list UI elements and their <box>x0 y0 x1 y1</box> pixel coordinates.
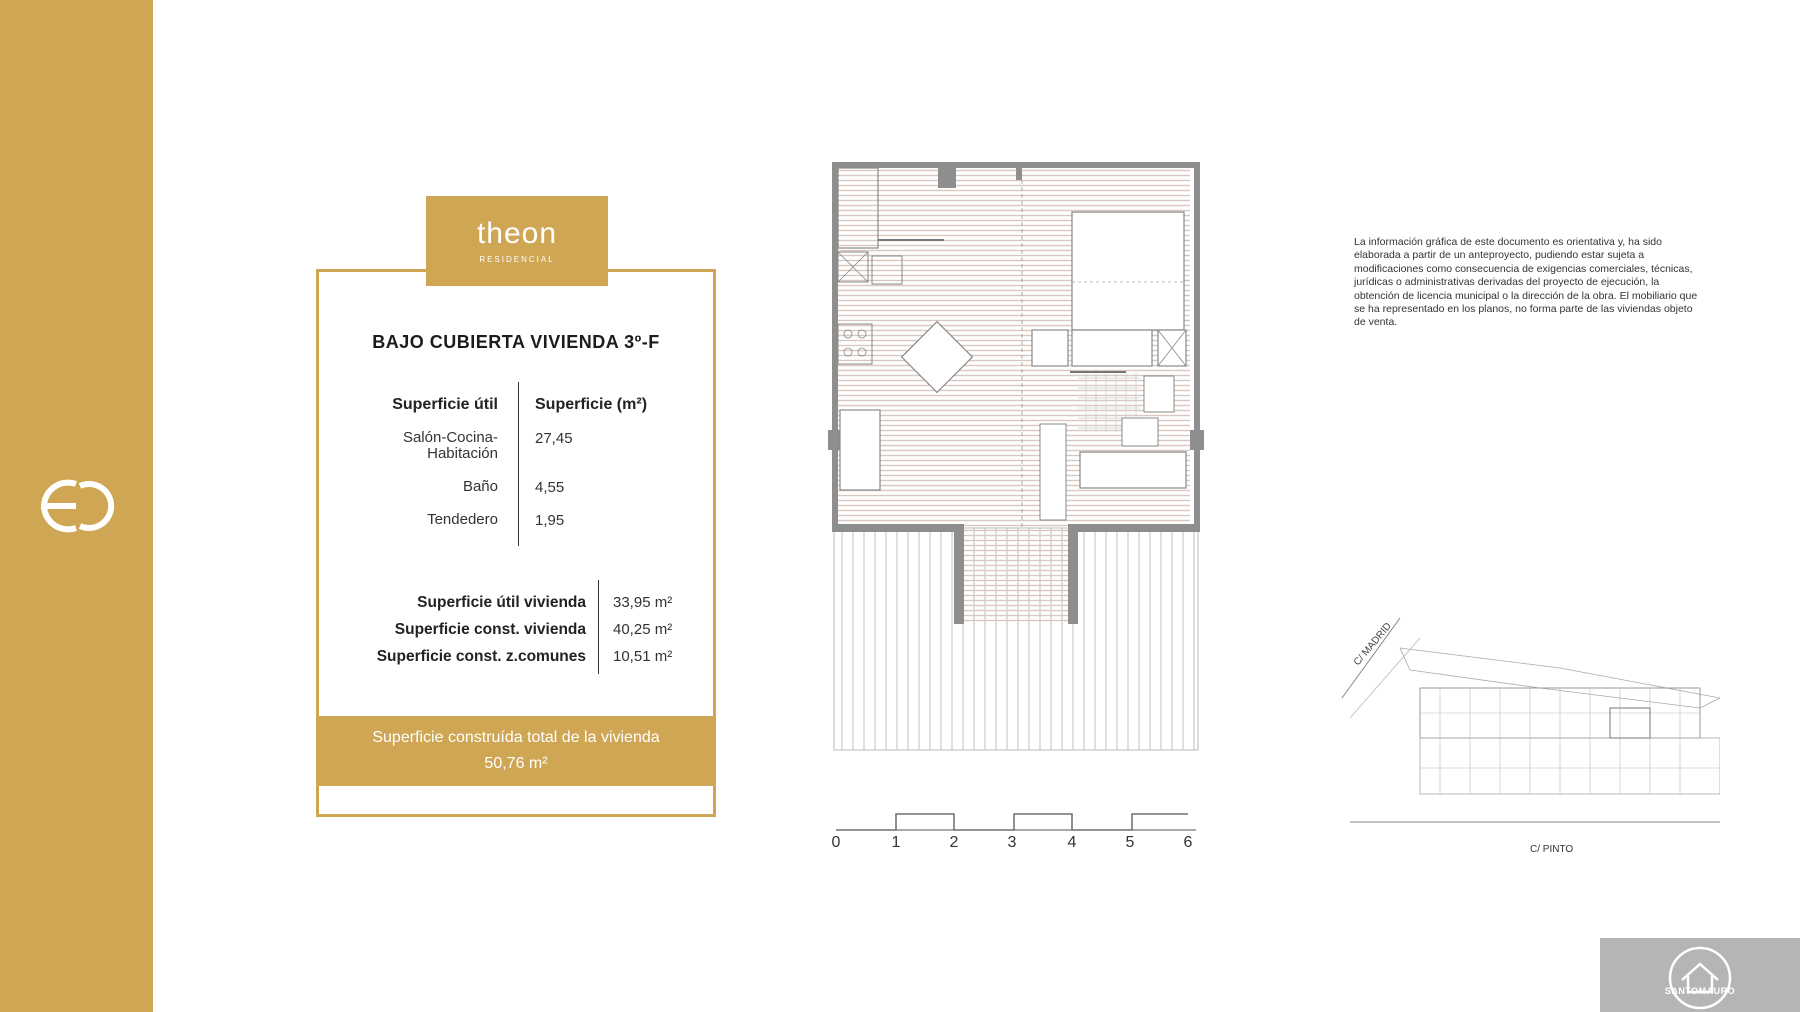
corridor-floor <box>964 522 1068 622</box>
room-label-salon <box>338 430 498 462</box>
summary-label: Superficie útil vivienda <box>417 594 586 611</box>
bed <box>1072 212 1184 330</box>
disclaimer-text: La información gráfica de este documento es orientativa y, ha sido elaborada a partir de un anteproyecto, pudiendo estar sujeta a modificaciones como consecuencia de exigencias comerciales, técnicas, jurídicas o administrativas derivadas del proyecto de ejecución, la obtención de licencia municipal o la dirección de la obra. El mobiliario que se ha representado en los planos, no forma parte de las viviendas objeto de venta. <box>1354 236 1698 329</box>
street-madrid-label: C/ MADRID <box>1351 620 1394 668</box>
floor-plan <box>826 158 1206 758</box>
brand-subtitle: RESIDENCIAL <box>479 254 555 264</box>
table-divider <box>518 382 519 546</box>
total-value: 50,76 m² <box>484 755 548 772</box>
scale-tick: 1 <box>891 834 901 851</box>
room-value-salon: 27,45 <box>535 430 573 447</box>
table-divider <box>598 580 599 674</box>
scale-tick: 5 <box>1125 834 1135 851</box>
scale-tick: 4 <box>1067 834 1077 851</box>
summary-value: 33,95 m² <box>613 594 673 611</box>
scale-tick: 6 <box>1183 834 1193 851</box>
scale-bar-graphic <box>826 806 1206 832</box>
bathtub <box>1080 452 1186 488</box>
house-badge-icon <box>1660 940 1740 1010</box>
header-useful-surface: Superficie útil <box>392 396 498 413</box>
santomauro-stamp <box>1600 938 1800 1012</box>
scale-tick: 0 <box>831 834 841 851</box>
header-surface-m2: Superficie (m²) <box>535 396 648 413</box>
summary-label: Superficie const. vivienda <box>394 621 586 638</box>
room-label-tendedero: Tendedero <box>427 511 498 528</box>
scale-tick: 2 <box>949 834 959 851</box>
room-label-line: Salón-Cocina- <box>402 429 498 446</box>
street-pinto-label: C/ PINTO <box>1530 844 1574 855</box>
summary-label: Superficie const. z.comunes <box>376 648 586 665</box>
sofa <box>840 410 880 490</box>
surface-card <box>316 269 716 817</box>
ec-logo-icon <box>40 478 116 534</box>
theon-logo <box>426 196 608 286</box>
room-value-tendedero: 1,95 <box>535 512 565 529</box>
scale-tick: 3 <box>1007 834 1017 851</box>
total-label: Superficie construída total de la vivienda <box>372 729 660 746</box>
summary-value: 40,25 m² <box>613 621 673 638</box>
stamp-label: SANTOMAURO <box>1664 986 1736 996</box>
site-plan <box>1340 608 1720 828</box>
scale-bar <box>826 806 1206 856</box>
brand-name: theon <box>476 216 558 250</box>
room-label-line: Habitación <box>427 445 498 462</box>
card-title: BAJO CUBIERTA VIVIENDA 3º-F <box>372 332 660 352</box>
side-band <box>0 0 153 1012</box>
room-label-bano: Baño <box>462 478 498 495</box>
total-surface-banner <box>319 716 713 786</box>
wardrobe <box>1040 424 1066 520</box>
summary-value: 10,51 m² <box>613 648 673 665</box>
room-value-bano: 4,55 <box>535 479 565 496</box>
